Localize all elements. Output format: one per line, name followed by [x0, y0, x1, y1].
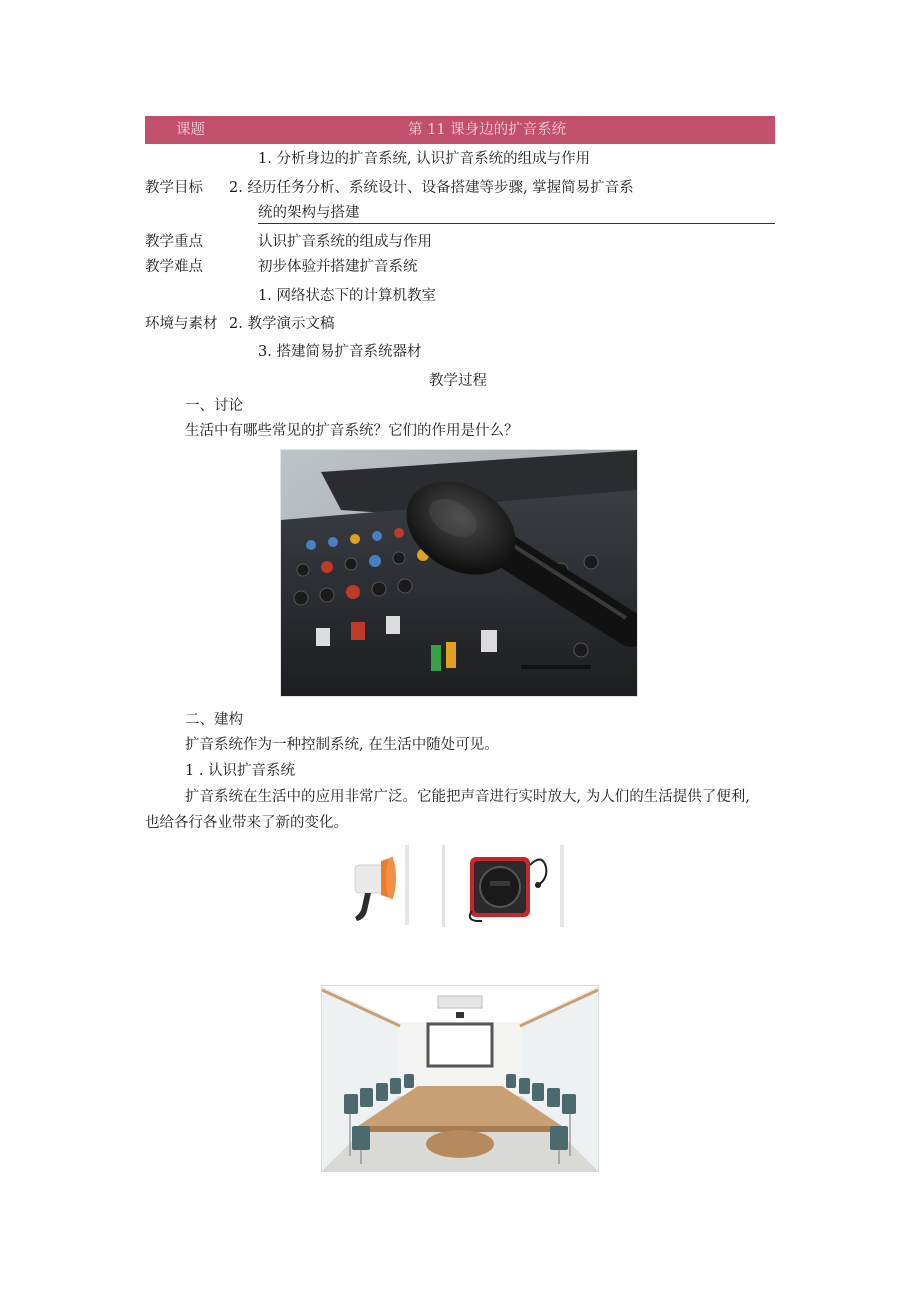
objectives-rule	[258, 223, 775, 224]
conference-room-illustration	[321, 985, 599, 1172]
difficulty-text: 初步体验并搭建扩音系统	[258, 259, 418, 275]
objectives-label: 教学目标	[145, 180, 203, 196]
lesson-title: 第 11 课身边的扩音系统	[408, 122, 567, 138]
objective-2-line2: 统的架构与搭建	[258, 205, 360, 221]
environment-label: 环境与素材	[145, 316, 218, 332]
paragraph-line-1: 扩音系统在生活中的应用非常广泛。它能把声音进行实时放大, 为人们的生活提供了便利,	[185, 789, 750, 805]
paragraph-line-2: 也给各行各业带来了新的变化。	[145, 815, 348, 831]
environment-item-3: 3. 搭建简易扩音系统器材	[258, 344, 422, 360]
environment-item-1: 1. 网络状态下的计算机教室	[258, 288, 436, 304]
build-intro: 扩音系统作为一种控制系统, 在生活中随处可见。	[185, 737, 499, 753]
discussion-question: 生活中有哪些常见的扩音系统？它们的作用是什么？	[185, 423, 519, 439]
portable-amplifier-illustration	[442, 845, 566, 927]
process-title: 教学过程	[429, 373, 487, 389]
subsection-1: 1 . 认识扩音系统	[185, 763, 296, 779]
objective-2-line1: 2. 经历任务分析、系统设计、设备搭建等步骤, 掌握简易扩音系	[229, 180, 634, 196]
key-point-text: 认识扩音系统的组成与作用	[258, 234, 432, 250]
section-build: 二、建构	[185, 712, 243, 728]
section-discussion: 一、讨论	[185, 398, 243, 414]
header-label: 课题	[176, 122, 205, 138]
mixer-microphone-photo	[280, 449, 638, 697]
difficulty-label: 教学难点	[145, 259, 203, 275]
megaphone-illustration	[345, 845, 411, 925]
key-point-label: 教学重点	[145, 234, 203, 250]
objective-1: 1. 分析身边的扩音系统, 认识扩音系统的组成与作用	[258, 151, 591, 167]
environment-item-2: 2. 教学演示文稿	[229, 316, 335, 332]
